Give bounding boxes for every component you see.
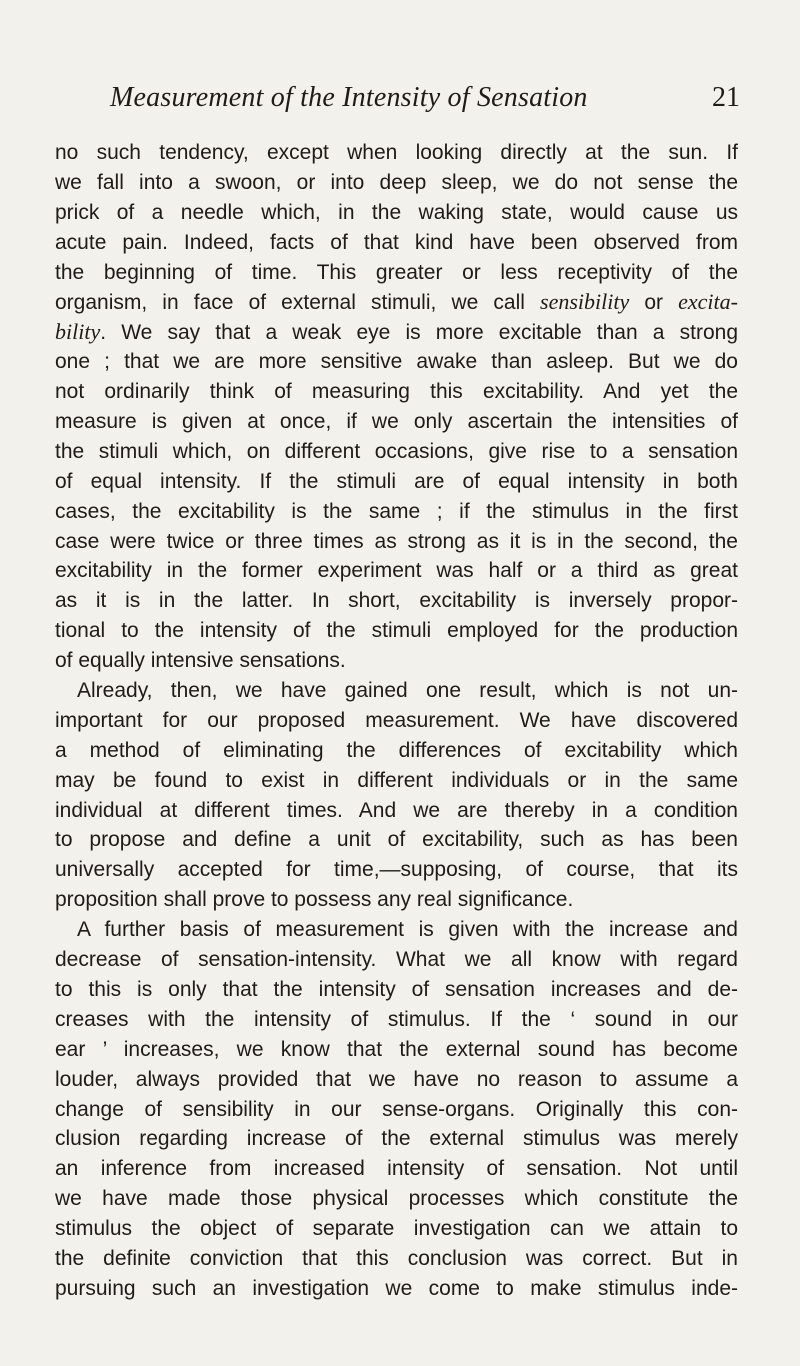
text-line: change of sensibility in our sense-organs. Originally this con- — [55, 1097, 738, 1121]
text-line: no such tendency, except when looking directly at the sun. If — [55, 141, 738, 164]
text-line: an inference from increased intensity of sensation. Not until — [55, 1157, 738, 1181]
text-line: measure is given at once, if we only ascertain the intensities of — [55, 410, 738, 434]
text-line: prick of a needle which, in the waking state, would cause us — [55, 200, 738, 224]
text-line: to this is only that the intensity of sensation increases and de- — [55, 977, 738, 1001]
text-line: important for our proposed measurement. We have discovered — [55, 708, 738, 732]
italic-term: sensibility — [540, 289, 630, 315]
line-segment: . We say that a weak eye is more excitable than a strong — [100, 321, 738, 345]
line-segment: or — [629, 291, 679, 315]
text-line: as it is in the latter. In short, excitability is inversely propor- — [55, 589, 738, 613]
text-line: of equal intensity. If the stimuli are of equal intensity in both — [55, 469, 738, 493]
text-line: tional to the intensity of the stimuli employed for the production — [55, 619, 738, 643]
text-line: acute pain. Indeed, facts of that kind have been observed from — [55, 230, 738, 254]
body-text — [55, 138, 738, 1304]
text-line: stimulus the object of separate investigation can we attain to — [55, 1217, 738, 1241]
text-line: not ordinarily think of measuring this excitability. And yet the — [55, 380, 738, 404]
text-line: we fall into a swoon, or into deep sleep, we do not sense the — [55, 170, 738, 194]
line-segment: organism, in face of external stimuli, we call — [55, 291, 541, 315]
running-head: Measurement of the Intensity of Sensation — [110, 82, 588, 113]
italic-term: excita- — [678, 289, 738, 315]
page-header — [110, 82, 740, 122]
text-line: Already, then, we have gained one result, which is not un- — [77, 679, 738, 703]
text-line: pursuing such an investigation we come to make stimulus inde- — [55, 1276, 738, 1300]
text-line: to propose and define a unit of excitability, such as has been — [55, 828, 738, 852]
text-line: excitability in the former experiment was half or a third as great — [55, 559, 738, 583]
text-line: of equally intensive sensations. — [55, 649, 346, 673]
text-line: clusion regarding increase of the external stimulus was merely — [55, 1127, 738, 1151]
page-number: 21 — [712, 82, 740, 113]
text-line: one ; that we are more sensitive awake than asleep. But we do — [55, 350, 738, 374]
text-line: the definite conviction that this conclusion was correct. But in — [55, 1246, 738, 1270]
text-line: ear ’ increases, we know that the external sound has become — [55, 1037, 738, 1061]
text-line: we have made those physical processes which constitute the — [55, 1187, 738, 1211]
text-line: louder, always provided that we have no reason to assume a — [55, 1067, 738, 1091]
text-line: the stimuli which, on different occasions, give rise to a sensation — [55, 439, 738, 463]
text-line: a method of eliminating the differences of excitability which — [55, 738, 738, 762]
text-line: creases with the intensity of stimulus. If the ‘ sound in our — [55, 1007, 738, 1031]
italic-term: bility — [55, 319, 101, 345]
text-line: proposition shall prove to possess any real significance. — [55, 888, 574, 912]
text-line: individual at different times. And we are thereby in a condition — [55, 798, 738, 822]
text-line: decrease of sensation-intensity. What we all know with regard — [55, 948, 738, 972]
text-line: case were twice or three times as strong as it is in the second, the — [55, 529, 738, 553]
text-line: the beginning of time. This greater or less receptivity of the — [55, 260, 738, 284]
text-line: A further basis of measurement is given with the increase and — [77, 918, 738, 942]
text-line: universally accepted for time,—supposing, of course, that its — [55, 858, 738, 882]
text-line: cases, the excitability is the same ; if the stimulus in the first — [55, 499, 738, 523]
text-line: may be found to exist in different individuals or in the same — [55, 768, 738, 792]
text-line — [55, 317, 738, 347]
text-line — [55, 287, 738, 317]
